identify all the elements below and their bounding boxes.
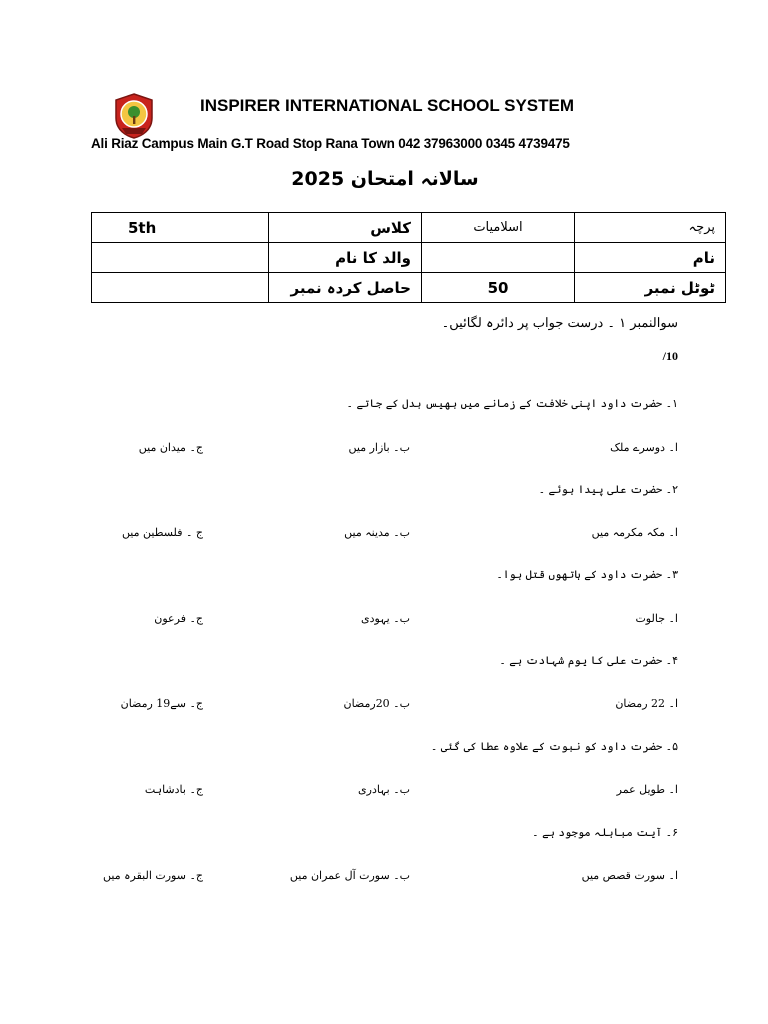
q2-option-b: ب۔ مدینہ میں <box>344 526 410 539</box>
table-row <box>92 243 726 273</box>
q2-option-c: ج ۔ فلسطین میں <box>121 526 203 539</box>
total-marks-value: 50 <box>422 273 575 303</box>
q5-option-c: ج۔ بادشاہت <box>144 783 203 796</box>
school-logo <box>112 92 156 140</box>
question-6: ۶۔ آیت مباہلہ موجود ہے ۔ <box>532 826 678 839</box>
table-row <box>92 273 726 303</box>
section-marks: /10 <box>662 349 678 363</box>
school-title: INSPIRER INTERNATIONAL SCHOOL SYSTEM <box>200 96 575 115</box>
q5-option-a: ا۔ طویل عمر <box>616 783 678 796</box>
q6-option-c: ج۔ سورت البقرہ میں <box>103 869 203 882</box>
q6-option-a: ا۔ سورت قصص میں <box>581 869 678 882</box>
school-address: Ali Riaz Campus Main G.T Road Stop Rana Town 042 37963000 0345 4739475 <box>91 136 570 151</box>
q4-option-a: ا۔ 22 رمضان <box>615 697 678 710</box>
q3-option-a: ا۔ جالوت <box>635 612 678 625</box>
q3-option-b: ب۔ یہودی <box>361 612 410 625</box>
father-name-value <box>92 243 269 273</box>
q4-option-b: ب۔ 20رمضان <box>343 697 410 710</box>
class-value: 5th <box>92 213 269 243</box>
student-info-table <box>91 212 726 303</box>
table-row <box>92 213 726 243</box>
question-1: ۱۔ حضرت داود اپنی خلافت کے زمانے میں بھیس بدل کے جاتے ۔ <box>346 397 678 410</box>
question-4: ۴۔ حضرت علی کا یوم شہادت ہے ۔ <box>499 654 678 667</box>
obtained-marks-label: حاصل کردہ نمبر <box>269 273 422 303</box>
q4-option-c: ج۔ سے19 رمضان <box>120 697 203 710</box>
section-instruction: سوالنمبر ۱ ۔ درست جواب پر دائرہ لگائیں۔ <box>441 316 678 331</box>
q3-option-c: ج۔ فرعون <box>154 612 203 625</box>
student-name-label: نام <box>575 243 726 273</box>
class-label: کلاس <box>269 213 422 243</box>
father-name-label: والد کا نام <box>269 243 422 273</box>
question-5: ۵۔ حضرت داود کو نبوت کے علاوہ عطا کی گئی ۔ <box>430 740 678 753</box>
q1-option-b: ب۔ بازار میں <box>348 441 410 454</box>
question-3: ۳۔ حضرت داود کے ہاتھوں قتل ہوا۔ <box>496 568 678 581</box>
paper-label: پرچہ <box>575 213 726 243</box>
student-name-value <box>422 243 575 273</box>
q1-option-c: ج۔ میدان میں <box>138 441 203 454</box>
q5-option-b: ب۔ بہادری <box>358 783 410 796</box>
exam-title: سالانہ امتحان 2025 <box>291 168 479 190</box>
q6-option-b: ب۔ سورت آل عمران میں <box>289 869 410 882</box>
subject-value: اسلامیات <box>422 213 575 243</box>
total-marks-label: ٹوٹل نمبر <box>575 273 726 303</box>
question-2: ۲۔ حضرت علی پیدا ہوئے ۔ <box>538 483 678 496</box>
q1-option-a: ا۔ دوسرے ملک <box>610 441 678 454</box>
q2-option-a: ا۔ مکہ مکرمہ میں <box>591 526 678 539</box>
obtained-marks-value <box>92 273 269 303</box>
